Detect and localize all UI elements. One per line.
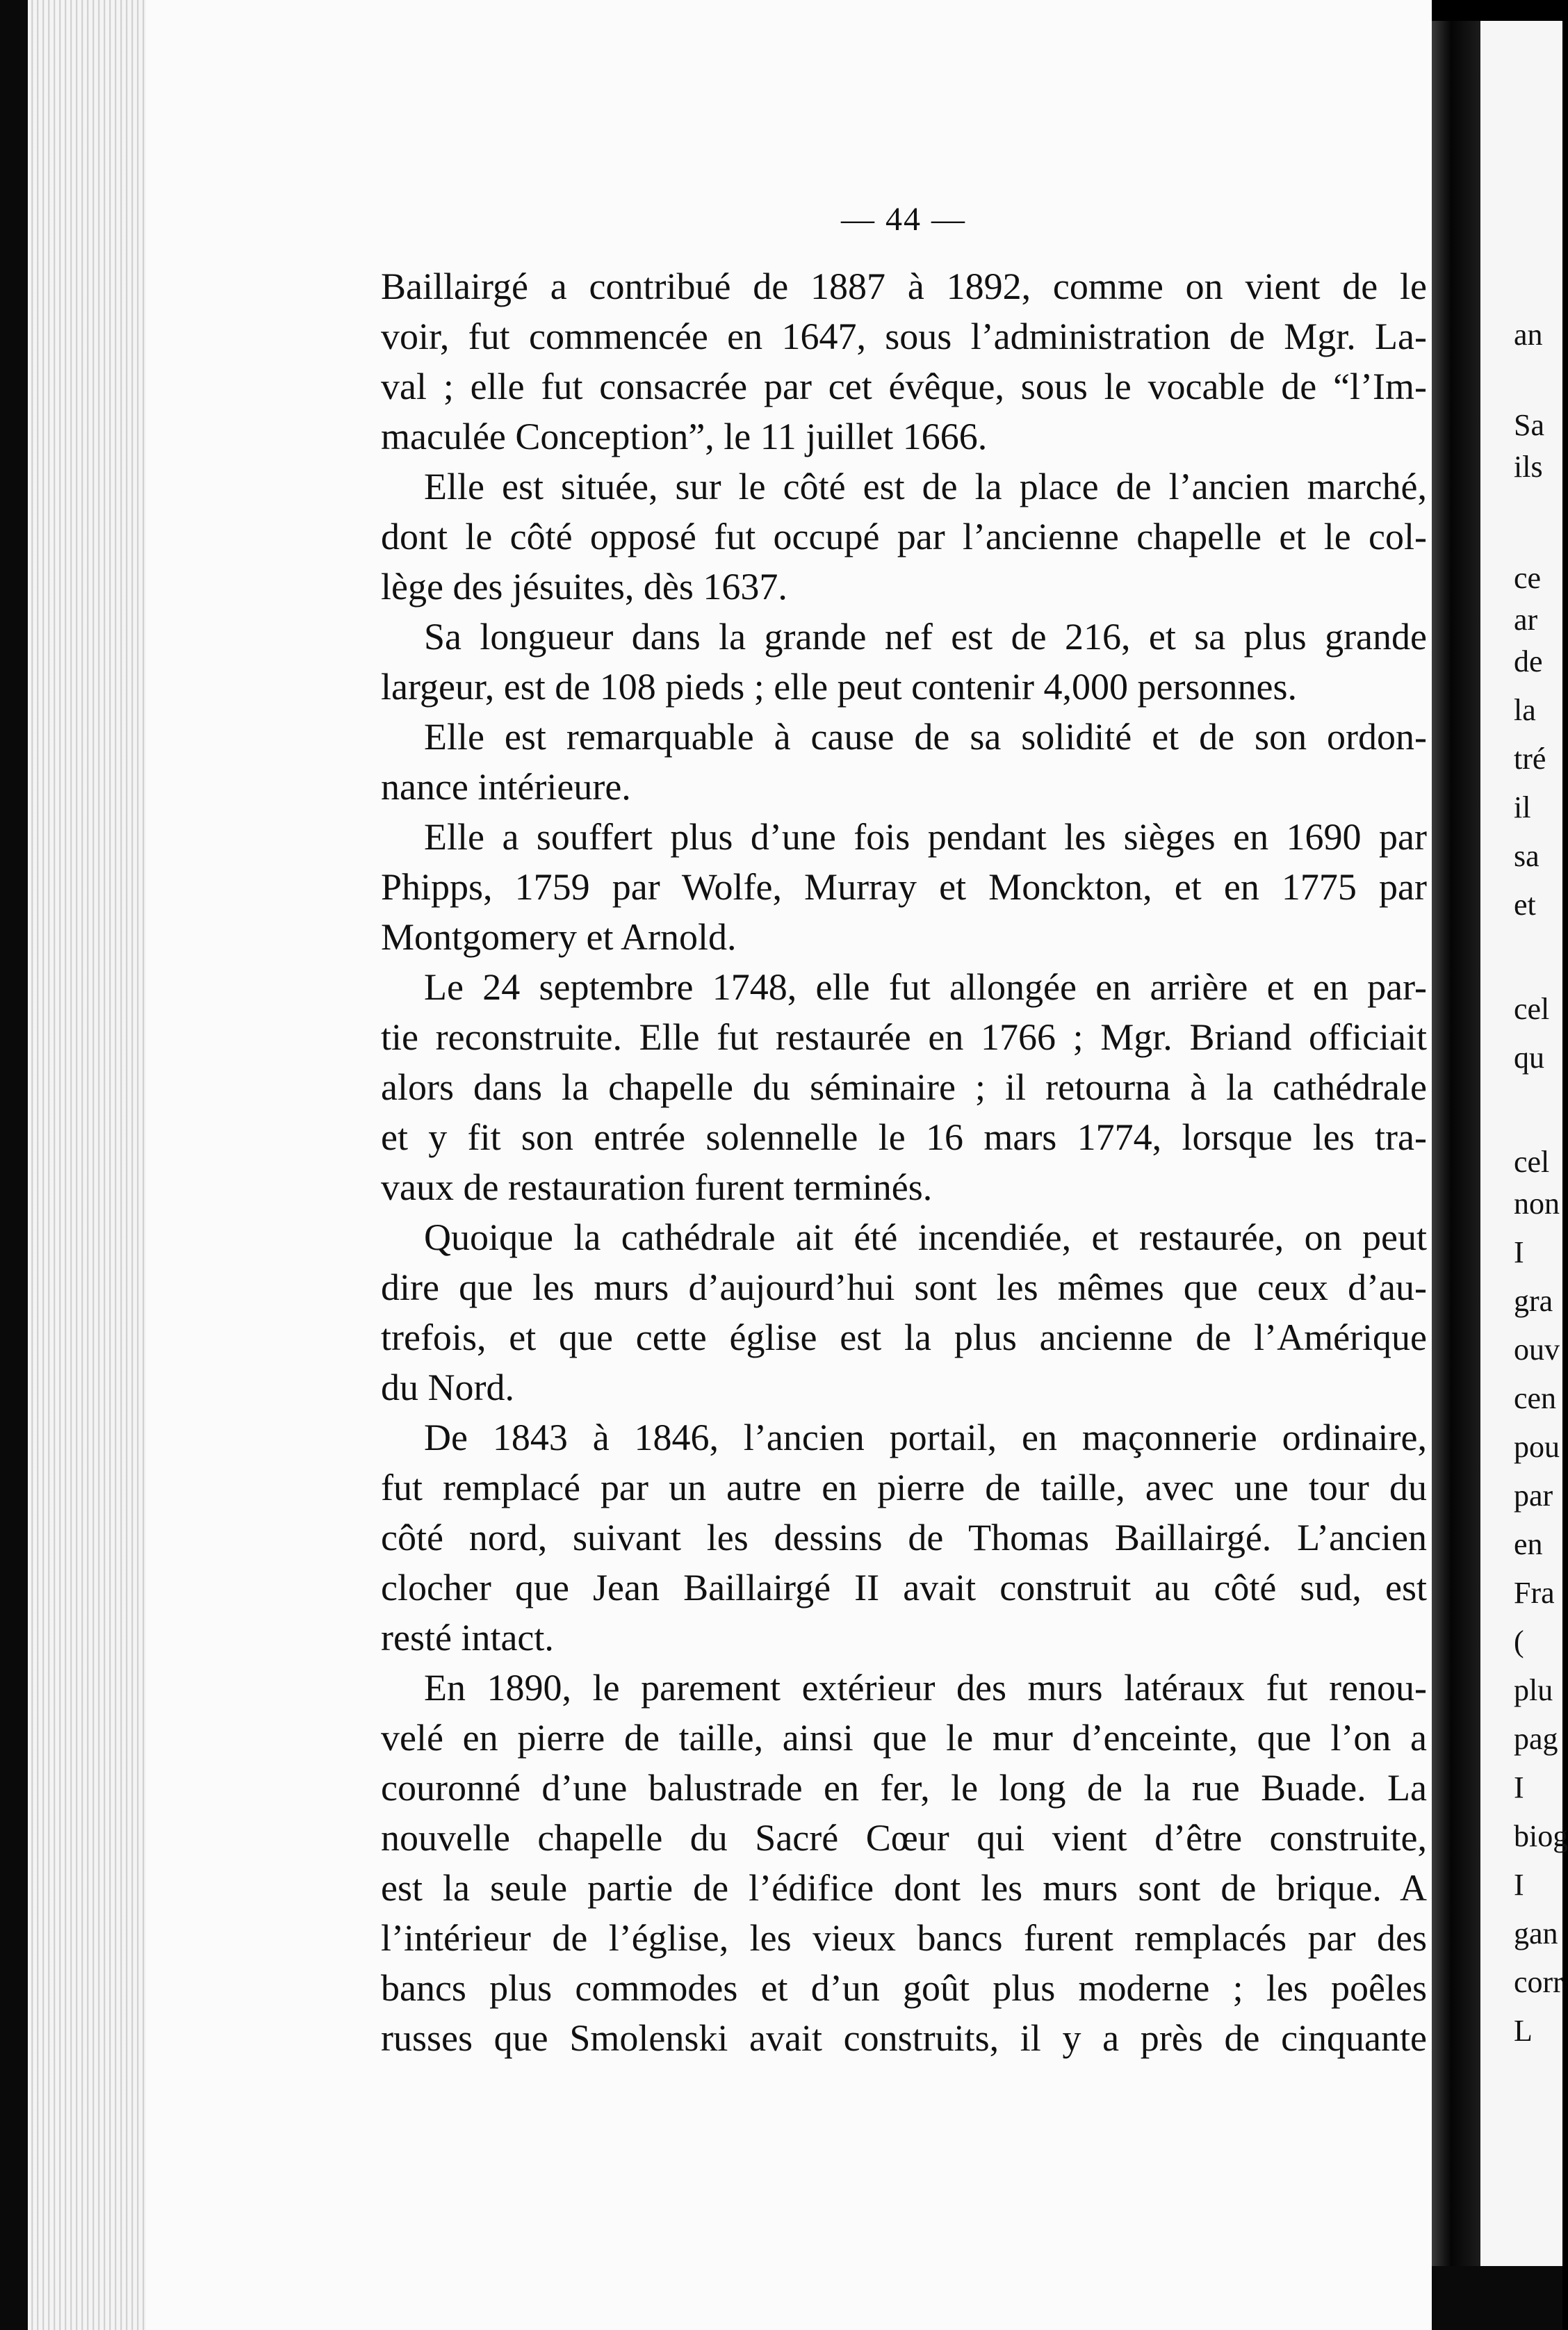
text-line: Elle est remarquable à cause de sa solidité et de son ordon-: [424, 716, 1427, 758]
text-line: dont le côté opposé fut occupé par l’ancienne chapelle et le col-: [381, 516, 1427, 557]
text-line: clocher que Jean Baillairgé II avait construit au côté sud, est: [381, 1567, 1427, 1608]
facing-page-fragment: Fra: [1514, 1576, 1555, 1610]
text-line: est la seule partie de l’édifice dont les murs sont de brique. A: [381, 1867, 1427, 1909]
facing-page-fragment: I: [1514, 1770, 1524, 1804]
facing-page-fragment: I: [1514, 1235, 1524, 1269]
text-line: Quoique la cathédrale ait été incendiée, et restaurée, on peut: [424, 1216, 1427, 1258]
text-line: et y fit son entrée solennelle le 16 mars 1774, lorsque les tra-: [381, 1116, 1427, 1158]
facing-page-fragment: par: [1514, 1478, 1553, 1513]
facing-page-fragment: la: [1514, 693, 1536, 727]
text-line: Baillairgé a contribué de 1887 à 1892, comme on vient de le: [381, 266, 1427, 307]
facing-page-fragment: Sa: [1514, 408, 1544, 442]
page-number: — 44 —: [841, 201, 966, 238]
text-line: largeur, est de 108 pieds ; elle peut contenir 4,000 personnes.: [381, 666, 1297, 708]
text-line: Le 24 septembre 1748, elle fut allongée en arrière et en par-: [424, 966, 1427, 1008]
facing-page-fragment: I: [1514, 1868, 1524, 1902]
text-line: lège des jésuites, dès 1637.: [381, 566, 787, 608]
facing-page-fragment: ils: [1514, 450, 1543, 484]
facing-page-fragment: cel: [1514, 992, 1550, 1026]
facing-page-fragment: L: [1514, 2014, 1533, 2048]
book-gutter-shadow: [1432, 21, 1480, 2266]
text-line: dire que les murs d’aujourd’hui sont les mêmes que ceux d’au-: [381, 1266, 1427, 1308]
facing-page-fragment: corr: [1514, 1965, 1563, 1999]
facing-page-fragment: ouv: [1514, 1333, 1560, 1367]
facing-page-fragment: de: [1514, 644, 1543, 678]
facing-page-fragment: et: [1514, 888, 1536, 922]
text-line: val ; elle fut consacrée par cet évêque, sous le vocable de “l’Im-: [381, 366, 1427, 407]
facing-page-fragment: pag: [1514, 1722, 1558, 1756]
text-line: du Nord.: [381, 1367, 514, 1408]
text-line: Elle a souffert plus d’une fois pendant les sièges en 1690 par: [424, 816, 1427, 858]
scanner-background-bottom: [1432, 2266, 1562, 2330]
text-line: velé en pierre de taille, ainsi que le mur d’enceinte, que l’on a: [381, 1717, 1427, 1759]
text-line: couronné d’une balustrade en fer, le long de la rue Buade. La: [381, 1767, 1427, 1809]
text-line: resté intact.: [381, 1617, 554, 1659]
text-line: trefois, et que cette église est la plus ancienne de l’Amérique: [381, 1317, 1427, 1358]
text-line: En 1890, le parement extérieur des murs latéraux fut renou-: [424, 1667, 1427, 1709]
text-line: Montgomery et Arnold.: [381, 916, 737, 958]
facing-page-fragment: cen: [1514, 1381, 1557, 1415]
text-line: fut remplacé par un autre en pierre de taille, avec une tour du: [381, 1467, 1427, 1508]
body-text: [381, 261, 1427, 2063]
text-line: Sa longueur dans la grande nef est de 216, et sa plus grande: [424, 616, 1427, 658]
facing-page-fragment: ce: [1514, 561, 1542, 595]
text-line: maculée Conception”, le 11 juillet 1666.: [381, 416, 988, 457]
facing-page-fragment: sa: [1514, 839, 1540, 873]
scanner-background-left: [0, 0, 28, 2330]
text-line: Phipps, 1759 par Wolfe, Murray et Monckton, et en 1775 par: [381, 866, 1427, 908]
facing-page-fragment: ar: [1514, 603, 1538, 637]
facing-page-fragment: cel: [1514, 1145, 1550, 1179]
facing-page-fragment: biog: [1514, 1819, 1568, 1853]
text-line: nance intérieure.: [381, 766, 631, 808]
facing-page-fragment: il: [1514, 790, 1531, 824]
facing-page-fragment: en: [1514, 1527, 1543, 1561]
text-line: bancs plus commodes et d’un goût plus moderne ; les poêles: [381, 1967, 1427, 2009]
facing-page-fragment: gan: [1514, 1916, 1558, 1950]
facing-page-fragment: gra: [1514, 1284, 1553, 1318]
facing-page-fragment: an: [1514, 318, 1543, 352]
text-line: russes que Smolenski avait construits, il y a près de cinquante: [381, 2017, 1427, 2059]
text-line: tie reconstruite. Elle fut restaurée en 1766 ; Mgr. Briand officiait: [381, 1016, 1427, 1058]
facing-page-fragment: pou: [1514, 1430, 1560, 1464]
text-line: l’intérieur de l’église, les vieux bancs furent remplacés par des: [381, 1917, 1427, 1959]
facing-page-fragment: tré: [1514, 742, 1546, 776]
text-line: De 1843 à 1846, l’ancien portail, en maçonnerie ordinaire,: [424, 1417, 1427, 1458]
facing-page-fragment: non: [1514, 1187, 1560, 1221]
text-line: nouvelle chapelle du Sacré Cœur qui vient d’être construite,: [381, 1817, 1427, 1859]
facing-page-fragment: plu: [1514, 1673, 1553, 1707]
facing-page-fragment: (: [1514, 1624, 1524, 1659]
text-line: côté nord, suivant les dessins de Thomas Baillairgé. L’ancien: [381, 1517, 1427, 1558]
text-line: voir, fut commencée en 1647, sous l’administration de Mgr. La-: [381, 316, 1427, 357]
page-stack-edges: [28, 0, 146, 2330]
text-line: Elle est située, sur le côté est de la place de l’ancien marché,: [424, 466, 1427, 507]
facing-page-fragment: qu: [1514, 1041, 1544, 1075]
text-line: alors dans la chapelle du séminaire ; il retourna à la cathédrale: [381, 1066, 1427, 1108]
text-line: vaux de restauration furent terminés.: [381, 1166, 933, 1208]
